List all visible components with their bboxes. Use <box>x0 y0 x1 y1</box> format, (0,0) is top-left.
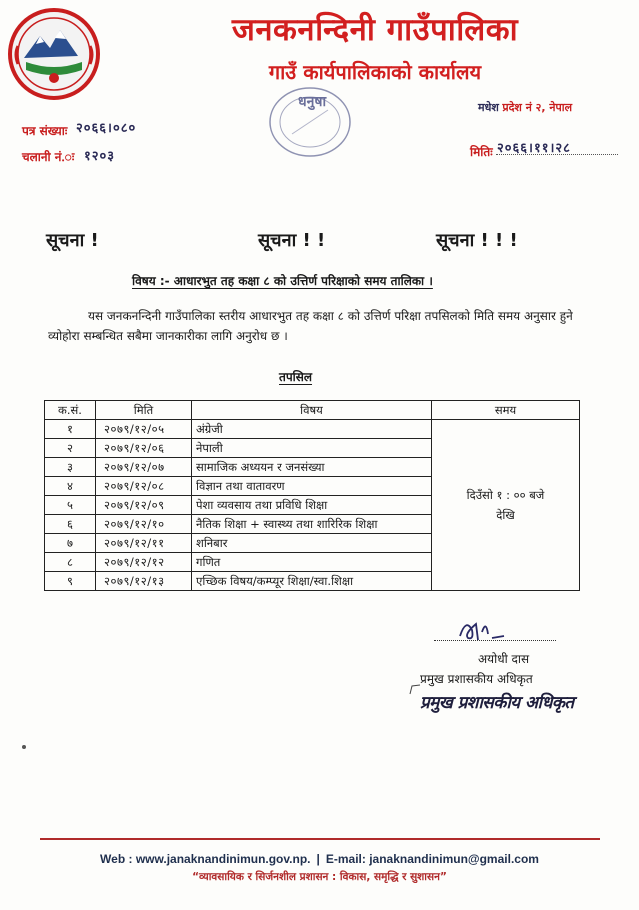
signature-dotted-line <box>434 640 556 641</box>
cell-date: २०७९/१२/१२ <box>96 553 192 572</box>
cell-serial: ३ <box>45 458 96 477</box>
footer-separator: | <box>316 852 320 866</box>
district-handwritten: धनुषा <box>298 94 327 110</box>
time-line-2: देखि <box>496 508 515 522</box>
table-header-row <box>45 401 580 420</box>
cell-serial: २ <box>45 439 96 458</box>
cell-subject: विज्ञान तथा वातावरण <box>192 477 432 496</box>
dispatch-number-value: १२०३ <box>84 149 116 164</box>
cell-date: २०७९/१२/१० <box>96 515 192 534</box>
cell-subject: एच्छिक विषय/कम्प्यूर शिक्षा/स्वा.शिक्षा <box>192 572 432 591</box>
exam-schedule-table <box>44 400 580 591</box>
table-row <box>45 420 580 439</box>
header-serial: क.सं. <box>45 401 96 420</box>
cell-date: २०७९/१२/१३ <box>96 572 192 591</box>
address <box>478 100 572 115</box>
time-line-1: दिउँसो १ : ०० बजे <box>466 488 545 502</box>
cell-subject: पेशा व्यवसाय तथा प्रविधि शिक्षा <box>192 496 432 515</box>
web-label: Web : <box>100 852 136 866</box>
cell-time <box>432 420 580 591</box>
signature <box>452 612 510 648</box>
notice-heading-2: सूचना ! ! <box>258 230 326 251</box>
cell-date: २०७९/१२/०७ <box>96 458 192 477</box>
header-time: समय <box>432 401 580 420</box>
date-dotted-line <box>496 154 618 155</box>
organization-name: जनकनन्दिनी गाउँपालिका <box>231 12 519 48</box>
email-label: E-mail: <box>325 852 370 866</box>
header-date: मिति <box>96 401 192 420</box>
footer-slogan: “व्यावसायिक र सिर्जनशील प्रशासन : विकास, समृद्धि र सुशासन” <box>192 871 447 883</box>
email-link[interactable]: janaknandinimun@gmail.com <box>369 852 539 866</box>
cell-serial: १ <box>45 420 96 439</box>
cell-date: २०७९/१२/०६ <box>96 439 192 458</box>
cell-serial: ७ <box>45 534 96 553</box>
stray-dot <box>22 745 26 749</box>
signer-name: अयोधी दास <box>478 652 530 666</box>
footer-contact <box>0 852 639 866</box>
web-link[interactable]: www.janaknandinimun.gov.np. <box>135 852 311 866</box>
office-name: गाउँ कार्यपालिकाको कार्यालय <box>268 60 482 84</box>
cell-subject: अंग्रेजी <box>192 420 432 439</box>
dispatch-number-label: चलानी नं.ः <box>22 150 75 164</box>
address-province: प्रदेश नं २, नेपाल <box>502 101 573 114</box>
notice-heading-3: सूचना ! ! ! <box>436 230 518 251</box>
cell-date: २०७९/१२/०९ <box>96 496 192 515</box>
cell-subject: सामाजिक अध्ययन र जनसंख्या <box>192 458 432 477</box>
letter-number-value: २०६६।०८० <box>76 121 137 136</box>
cell-date: २०७९/१२/०८ <box>96 477 192 496</box>
cell-serial: ९ <box>45 572 96 591</box>
cell-subject: शनिबार <box>192 534 432 553</box>
header-subject: विषय <box>192 401 432 420</box>
letter-number-label: पत्र संख्याः <box>22 124 68 138</box>
cell-subject: नेपाली <box>192 439 432 458</box>
details-heading: तपसिल <box>279 370 313 384</box>
notice-heading-1: सूचना ! <box>46 230 99 251</box>
subject-line: विषय :- आधारभुत तह कक्षा ८ को उत्तिर्ण परिक्षाको समय तालिका । <box>132 274 433 288</box>
date-label: मितिः <box>470 145 493 159</box>
cell-date: २०७९/१२/०५ <box>96 420 192 439</box>
cell-subject: नैतिक शिक्षा + स्वास्थ्य तथा शारिरिक शिक्षा <box>192 515 432 534</box>
cell-date: २०७९/१२/११ <box>96 534 192 553</box>
cell-serial: ५ <box>45 496 96 515</box>
signer-title: प्रमुख प्रशासकीय अधिकृत <box>420 672 533 686</box>
footer-divider <box>40 838 600 840</box>
body-paragraph: यस जनकनन्दिनी गाउँपालिका स्तरीय आधारभुत तह कक्षा ८ को उत्तिर्ण परिक्षा तपसिलको मिति समय अनुसार हुने व्योहोरा सम्बन्धित सबैमा जानकारीका लागि अनुरोध छ । <box>48 309 573 343</box>
address-region: मधेश <box>478 101 499 114</box>
municipality-logo <box>6 6 102 102</box>
date-value: २०६६।११।२८ <box>497 141 571 156</box>
cell-serial: ४ <box>45 477 96 496</box>
cell-subject: गणित <box>192 553 432 572</box>
designation-seal: प्रमुख प्रशासकीय अधिकृत <box>420 693 574 713</box>
cell-serial: ६ <box>45 515 96 534</box>
cell-serial: ८ <box>45 553 96 572</box>
